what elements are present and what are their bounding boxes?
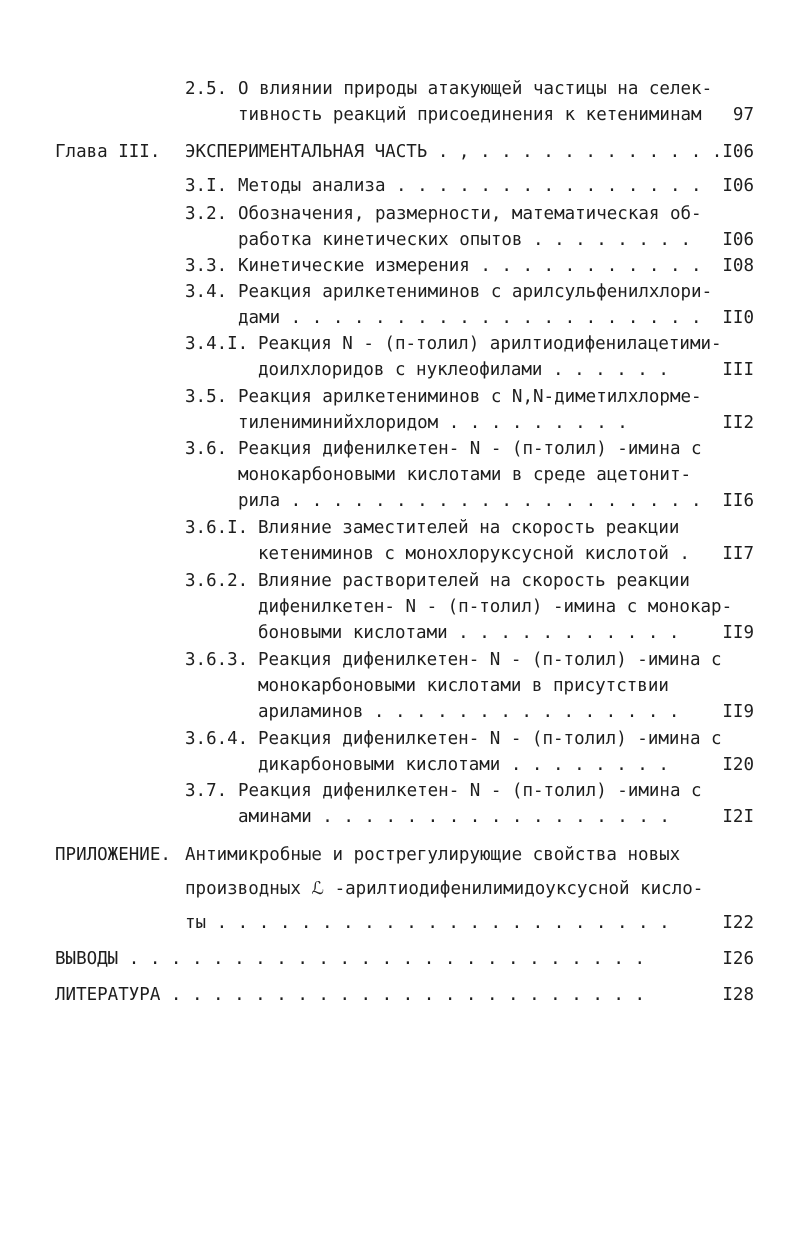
toc-entry-text: монокарбоновыми кислотами в среде ацетонит- bbox=[238, 465, 692, 485]
toc-entry-text: Методы анализа . . . . . . . . . . . . . . . bbox=[238, 176, 702, 196]
toc-entry-text: рила . . . . . . . . . . . . . . . . . . . . bbox=[238, 491, 702, 511]
toc-entry-text: ариламинов . . . . . . . . . . . . . . . bbox=[258, 702, 680, 722]
toc-entry-text: доилхлоридов с нуклеофилами . . . . . . bbox=[258, 360, 669, 380]
section-number: 3.6.4. bbox=[185, 729, 249, 749]
toc-entry-text: боновыми кислотами . . . . . . . . . . . bbox=[258, 623, 680, 643]
appendix-label: ПРИЛОЖЕНИЕ. bbox=[55, 845, 171, 865]
toc-entry-text: Реакция N - (п-толил) арилтиодифенилацетими- bbox=[258, 334, 722, 354]
section-number: 3.I. bbox=[185, 176, 228, 196]
page-number: I06 bbox=[722, 230, 754, 250]
toc-entry-text: ты . . . . . . . . . . . . . . . . . . . . . . bbox=[185, 913, 670, 933]
section-number: 3.6. bbox=[185, 439, 228, 459]
toc-entry-text: Антимикробные и рострегулирующие свойства новых bbox=[185, 845, 681, 865]
page-number: I22 bbox=[722, 913, 754, 933]
page-number: I28 bbox=[722, 985, 754, 1005]
toc-entry-text: кетениминов с монохлоруксусной кислотой . bbox=[258, 544, 690, 564]
page-number: II6 bbox=[722, 491, 754, 511]
toc-entry-text: дами . . . . . . . . . . . . . . . . . . . . bbox=[238, 308, 702, 328]
conclusions-entry: ВЫВОДЫ . . . . . . . . . . . . . . . . . . . . . . . . . bbox=[55, 949, 646, 969]
toc-entry-text: дифенилкетен- N - (п-толил) -имина с монокар- bbox=[258, 597, 733, 617]
page-number: III bbox=[722, 360, 754, 380]
section-number: 2.5. bbox=[185, 79, 228, 99]
page-number: II9 bbox=[722, 702, 754, 722]
toc-entry-text: Кинетические измерения . . . . . . . . . . . bbox=[238, 256, 702, 276]
chapter-label: Глава III. bbox=[55, 142, 161, 162]
page-number: I26 bbox=[722, 949, 754, 969]
page-number: II9 bbox=[722, 623, 754, 643]
section-number: 3.7. bbox=[185, 781, 228, 801]
page-number: I20 bbox=[722, 755, 754, 775]
page-number: II7 bbox=[722, 544, 754, 564]
page-number: I2I bbox=[722, 807, 754, 827]
page-number: 97 bbox=[732, 105, 754, 125]
page-number: I06 bbox=[722, 142, 754, 162]
section-number: 3.6.I. bbox=[185, 518, 249, 538]
chapter-title: ЭКСПЕРИМЕНТАЛЬНАЯ ЧАСТЬ . , . . . . . . . . . . . . bbox=[185, 142, 723, 162]
toc-entry-text: производных ℒ -арилтиодифенилимидоуксусной кисло- bbox=[185, 879, 704, 899]
toc-entry-text: аминами . . . . . . . . . . . . . . . . . bbox=[238, 807, 670, 827]
toc-entry-text: Реакция дифенилкетен- N - (п-толил) -имина с bbox=[238, 439, 702, 459]
toc-entry-text: тилениминийхлоридом . . . . . . . . . bbox=[238, 413, 628, 433]
toc-entry-text: О влиянии природы атакующей частицы на селек- bbox=[238, 79, 713, 99]
toc-entry-text: Реакция дифенилкетен- N - (п-толил) -имина с bbox=[258, 650, 722, 670]
toc-entry-text: Реакция арилкетениминов с арилсульфенилхлори- bbox=[238, 282, 713, 302]
references-entry: ЛИТЕРАТУРА . . . . . . . . . . . . . . . . . . . . . . . bbox=[55, 985, 646, 1005]
toc-entry-text: Реакция дифенилкетен- N - (п-толил) -имина с bbox=[238, 781, 702, 801]
section-number: 3.6.3. bbox=[185, 650, 249, 670]
toc-entry-text: работка кинетических опытов . . . . . . . . bbox=[238, 230, 692, 250]
toc-entry-text: Обозначения, размерности, математическая об- bbox=[238, 204, 702, 224]
page-number: II0 bbox=[722, 308, 754, 328]
page-number: II2 bbox=[722, 413, 754, 433]
section-number: 3.6.2. bbox=[185, 571, 249, 591]
section-number: 3.2. bbox=[185, 204, 228, 224]
toc-entry-text: монокарбоновыми кислотами в присутствии bbox=[258, 676, 669, 696]
toc-entry-text: тивность реакций присоединения к кетениминам bbox=[238, 105, 702, 125]
section-number: 3.4.I. bbox=[185, 334, 249, 354]
page-number: I06 bbox=[722, 176, 754, 196]
toc-entry-text: Влияние растворителей на скорость реакции bbox=[258, 571, 690, 591]
toc-entry-text: Реакция арилкетениминов с N,N-диметилхлорме- bbox=[238, 387, 702, 407]
section-number: 3.5. bbox=[185, 387, 228, 407]
toc-entry-text: Влияние заместителей на скорость реакции bbox=[258, 518, 680, 538]
page-number: I08 bbox=[722, 256, 754, 276]
toc-entry-text: дикарбоновыми кислотами . . . . . . . . bbox=[258, 755, 669, 775]
toc-entry-text: Реакция дифенилкетен- N - (п-толил) -имина с bbox=[258, 729, 722, 749]
section-number: 3.4. bbox=[185, 282, 228, 302]
section-number: 3.3. bbox=[185, 256, 228, 276]
